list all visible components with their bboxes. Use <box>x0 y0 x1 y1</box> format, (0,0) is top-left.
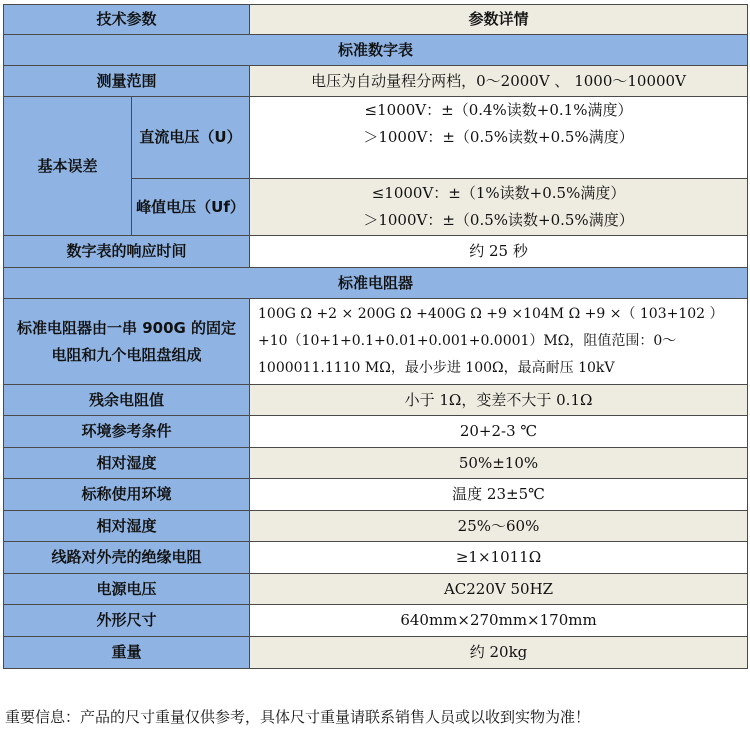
row-env-use <box>4 479 748 511</box>
peak-line-2: ＞1000V：±（0.5%读数+0.5%满度） <box>363 211 634 229</box>
value-env-ref: 20+2-3 ℃ <box>250 416 748 448</box>
label-residual: 残余电阻值 <box>4 385 250 416</box>
row-basic-error-dc <box>4 97 748 179</box>
dc-line-1: ≤1000V：±（0.4%读数+0.1%满度） <box>364 101 633 119</box>
label-weight: 重量 <box>4 637 250 669</box>
label-response: 数字表的响应时间 <box>4 236 250 268</box>
label-insulation: 线路对外壳的绝缘电阻 <box>4 542 250 574</box>
section-row-resistor <box>4 268 748 299</box>
label-humidity-2: 相对湿度 <box>4 511 250 542</box>
value-humidity-2: 25%～60% <box>250 511 748 542</box>
important-note: 重要信息：产品的尺寸重量仅供参考，具体尺寸重量请联系销售人员或以收到实物为准！ <box>5 708 591 726</box>
value-dc-voltage <box>250 97 748 179</box>
row-power <box>4 574 748 605</box>
label-size: 外形尺寸 <box>4 605 250 637</box>
row-humidity-2 <box>4 511 748 542</box>
label-resistor-comp: 标准电阻器由一串 900G 的固定电阻和九个电阻盘组成 <box>4 299 250 385</box>
row-size <box>4 605 748 637</box>
section-title-meter: 标准数字表 <box>4 35 748 66</box>
value-range: 电压为自动量程分两档，0～2000V 、 1000～10000V <box>250 66 748 97</box>
value-peak-voltage <box>250 179 748 236</box>
peak-line-1: ≤1000V：±（1%读数+0.5%满度） <box>371 184 626 202</box>
value-residual: 小于 1Ω，变差不大于 0.1Ω <box>250 385 748 416</box>
row-weight <box>4 637 748 669</box>
label-range: 测量范围 <box>4 66 250 97</box>
label-peak-voltage: 峰值电压（Uf） <box>132 179 250 236</box>
label-dc-voltage: 直流电压（U） <box>132 97 250 179</box>
row-residual <box>4 385 748 416</box>
header-col-details: 参数详情 <box>250 5 748 35</box>
value-power: AC220V 50HZ <box>250 574 748 605</box>
row-insulation <box>4 542 748 574</box>
value-response: 约 25 秒 <box>250 236 748 268</box>
value-env-use: 温度 23±5℃ <box>250 479 748 511</box>
value-weight: 约 20kg <box>250 637 748 669</box>
row-range <box>4 66 748 97</box>
label-power: 电源电压 <box>4 574 250 605</box>
value-size: 640mm×270mm×170mm <box>250 605 748 637</box>
value-humidity-1: 50%±10% <box>250 448 748 479</box>
section-row-meter <box>4 35 748 66</box>
dc-line-2: ＞1000V：±（0.5%读数+0.5%满度） <box>363 128 634 146</box>
row-response <box>4 236 748 268</box>
row-humidity-1 <box>4 448 748 479</box>
value-resistor-comp: 100G Ω +2 × 200G Ω +400G Ω +9 ×104M Ω +9 ×（ 103+102 ） +10（10+1+0.1+0.01+0.001+0.0001）MΩ，阻值范围：0～1000011.1110 MΩ，最小步进 100Ω，最高耐压 10kV <box>250 299 748 385</box>
label-humidity-1: 相对湿度 <box>4 448 250 479</box>
header-col-params: 技术参数 <box>4 5 250 35</box>
row-resistor-comp <box>4 299 748 385</box>
spec-table <box>3 4 748 669</box>
label-env-use: 标称使用环境 <box>4 479 250 511</box>
header-row <box>4 5 748 35</box>
section-title-resistor: 标准电阻器 <box>4 268 748 299</box>
label-env-ref: 环境参考条件 <box>4 416 250 448</box>
label-basic-error: 基本误差 <box>4 97 132 236</box>
value-insulation: ≥1×1011Ω <box>250 542 748 574</box>
row-env-ref <box>4 416 748 448</box>
